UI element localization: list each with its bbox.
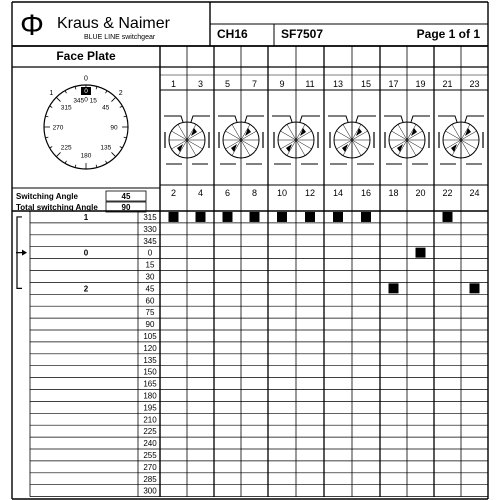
row-angle-label: 240 [143,439,157,449]
row-position-label: 0 [83,248,89,258]
terminal-top-number: 9 [279,79,285,89]
row-angle-label: 45 [145,284,155,294]
drawing-number: SF7507 [281,27,324,41]
terminal-top-number: 13 [332,79,344,89]
contact-closed-marker [470,283,480,293]
contact-cam-unit [218,116,264,164]
row-angle-label: 180 [143,391,157,401]
total-switching-angle-label: Total switching Angle [16,203,98,212]
row-angle-label: 300 [143,486,157,496]
terminal-top-number: 15 [360,79,372,89]
row-angle-label: 30 [145,272,155,282]
contact-closed-marker [443,212,453,222]
terminal-bottom-number: 8 [251,188,258,198]
dial-tick [65,91,67,94]
terminal-top-number: 11 [305,79,315,89]
row-angle-label: 270 [143,462,157,472]
dial-position-label: 0 [84,75,88,83]
dial-tick [50,147,53,149]
terminal-bottom-number: 20 [415,188,426,198]
row-angle-label: 330 [143,224,157,234]
terminal-bottom-number: 4 [197,188,204,198]
contact-closed-marker [389,283,399,293]
row-angle-label: 60 [145,296,155,306]
contact-closed-marker [277,212,287,222]
row-angle-label: 165 [143,379,157,389]
contact-cam-unit [164,116,210,164]
terminal-top-number: 3 [197,79,204,89]
face-plate-dial [44,76,128,170]
dial-degree-label: 345 [73,97,85,105]
dial-degree-label: 225 [60,144,72,152]
dial-degree-label: 135 [100,144,112,152]
company-tagline: BLUE LINE switchgear [84,34,156,41]
terminal-top-number: 21 [442,79,453,89]
dial-degree-label: 0 [84,96,88,104]
terminal-numbers [171,79,480,198]
terminal-top-number: 17 [388,79,399,89]
terminal-top-number: 1 [170,79,177,89]
row-angle-label: 0 [147,248,153,258]
row-position-label: 1 [83,212,89,222]
dial-position-label: 2 [118,89,123,97]
total-switching-angle-value: 90 [121,203,131,212]
dial-degree-label: 180 [80,152,92,160]
contact-cam-unit [384,116,430,164]
contact-closed-marker [333,212,343,222]
row-angle-label: 285 [143,474,157,484]
contact-closed-marker [223,212,233,222]
row-angle-label: 105 [143,331,157,341]
dial-tick [106,161,108,164]
row-angle-label: 345 [143,236,157,246]
row-angle-label: 15 [145,260,155,270]
row-angle-label: 150 [143,367,157,377]
row-angle-label: 210 [143,415,157,425]
position-arrow-icon [22,250,27,256]
terminal-top-number: 7 [251,79,258,89]
dial-degree-label: 315 [60,104,72,112]
dial-position-label: 1 [49,89,54,97]
company-name: Kraus & Naimer [57,15,170,32]
dial-degree-label: 90 [110,124,118,132]
terminal-top-number: 5 [224,79,231,89]
row-angle-label: 315 [143,212,157,222]
terminal-bottom-number: 6 [224,188,231,198]
row-angle-label: 195 [143,403,157,413]
terminal-bottom-number: 16 [360,188,372,198]
row-angle-label: 120 [143,343,157,353]
dial-degree-label: 15 [89,97,97,105]
terminal-top-number: 19 [415,79,426,89]
switching-angle-block [16,191,146,212]
face-plate-title: Face Plate [56,49,116,63]
contact-closed-marker [250,212,260,222]
contact-cam-unit [328,116,376,164]
terminal-top-number: 23 [469,79,480,89]
dial-tick [106,91,108,94]
dial-tick [111,152,115,156]
switching-angle-label: Switching Angle [16,192,78,201]
dial-degree-label: 270 [52,124,64,132]
dial-tick [56,97,60,101]
dial-tick [120,106,123,108]
contact-closed-marker [196,212,206,222]
dial-tick [65,161,67,164]
row-position-label: 2 [83,284,89,294]
terminal-bottom-number: 2 [170,188,177,198]
contact-cam-unit [438,116,484,164]
row-angle-label: 90 [145,320,155,330]
model-code: CH16 [217,27,248,41]
terminal-bottom-number: 14 [332,188,344,198]
terminal-bottom-number: 10 [276,188,288,198]
contact-closed-marker [169,212,179,222]
row-angle-label: 135 [143,355,157,365]
dial-tick [50,106,53,108]
dial-tick [111,97,115,101]
page-indicator: Page 1 of 1 [416,27,480,41]
dial-tick [120,147,123,149]
contact-cam-unit [272,116,320,164]
row-angle-label: 225 [143,427,157,437]
terminal-bottom-number: 12 [304,188,316,198]
logo-phi-icon: Φ [20,9,44,42]
dial-tick [56,152,60,156]
header-block [20,9,480,63]
dial-degree-label: 45 [102,104,110,112]
contact-closed-marker [416,248,426,258]
terminal-bottom-number: 18 [388,188,399,198]
dial-pointer-label: 0 [84,88,88,95]
row-angle-label: 255 [143,450,157,460]
contact-closed-marker [361,212,371,222]
terminal-bottom-number: 24 [469,188,480,198]
contact-closed-marker [305,212,315,222]
switching-angle-value: 45 [121,192,131,201]
terminal-bottom-number: 22 [442,188,453,198]
row-angle-label: 75 [145,308,155,318]
